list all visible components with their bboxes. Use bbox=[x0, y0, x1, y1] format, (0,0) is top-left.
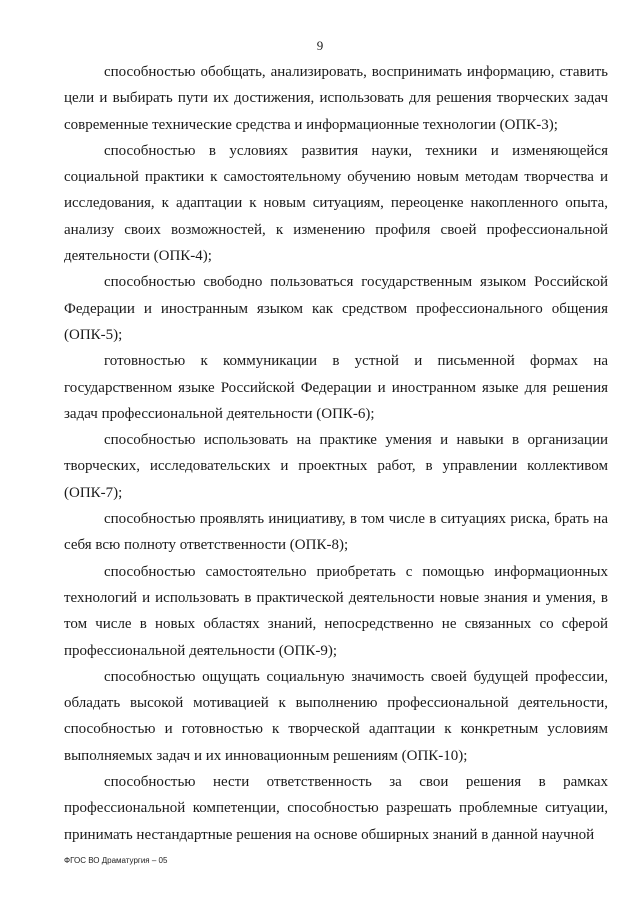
paragraph-opk-10: способностью ощущать социальную значимость своей будущей профессии, обладать высокой мотивацией к выполнению профессиональной деятельности, способностью и готовностью к творческой адаптации к конкретным условиям выполняемых задач и их инновационным решениям (ОПК-10); bbox=[64, 668, 608, 764]
paragraph-opk-9: способностью самостоятельно приобретать с помощью информационных технологий и использовать в практической деятельности новые знания и умения, в том числе в новых областях знаний, непосредственно не связанных со сферой профессиональной деятельности (ОПК-9); bbox=[64, 563, 608, 659]
paragraph-opk-3: способностью обобщать, анализировать, воспринимать информацию, ставить цели и выбирать пути их достижения, использовать для решения творческих задач современные технические средства и информационные технологии (ОПК-3); bbox=[64, 64, 608, 133]
paragraph-continued: способностью нести ответственность за свои решения в рамках профессиональной компетенции, способностью разрешать проблемные ситуации, принимать нестандартные решения на основе обширных знаний в данной научной bbox=[64, 774, 608, 843]
paragraph-opk-4: способностью в условиях развития науки, техники и изменяющейся социальной практики к самостоятельному обучению новым методам творчества и исследования, к адаптации к новым ситуациям, переоценке накопленного опыта, анализу своих возможностей, к изменению профиля своей профессиональной деятельности (ОПК-4); bbox=[64, 142, 608, 265]
paragraph-opk-6: готовностью к коммуникации в устной и письменной формах на государственном языке Российской Федерации и иностранном языке для решения задач профессиональной деятельности (ОПК-6); bbox=[64, 353, 608, 422]
page-footer: ФГОС ВО Драматургия – 05 bbox=[64, 856, 168, 865]
page-number: 9 bbox=[316, 38, 324, 53]
paragraph-opk-5: способностью свободно пользоваться государственным языком Российской Федерации и иностранным языком как средством профессионального общения (ОПК-5); bbox=[64, 274, 608, 343]
document-body bbox=[64, 59, 608, 848]
paragraph-opk-7: способностью использовать на практике умения и навыки в организации творческих, исследовательских и проектных работ, в управлении коллективом (ОПК-7); bbox=[64, 432, 608, 501]
paragraph-opk-8: способностью проявлять инициативу, в том числе в ситуациях риска, брать на себя всю полноту ответственности (ОПК-8); bbox=[64, 511, 608, 554]
